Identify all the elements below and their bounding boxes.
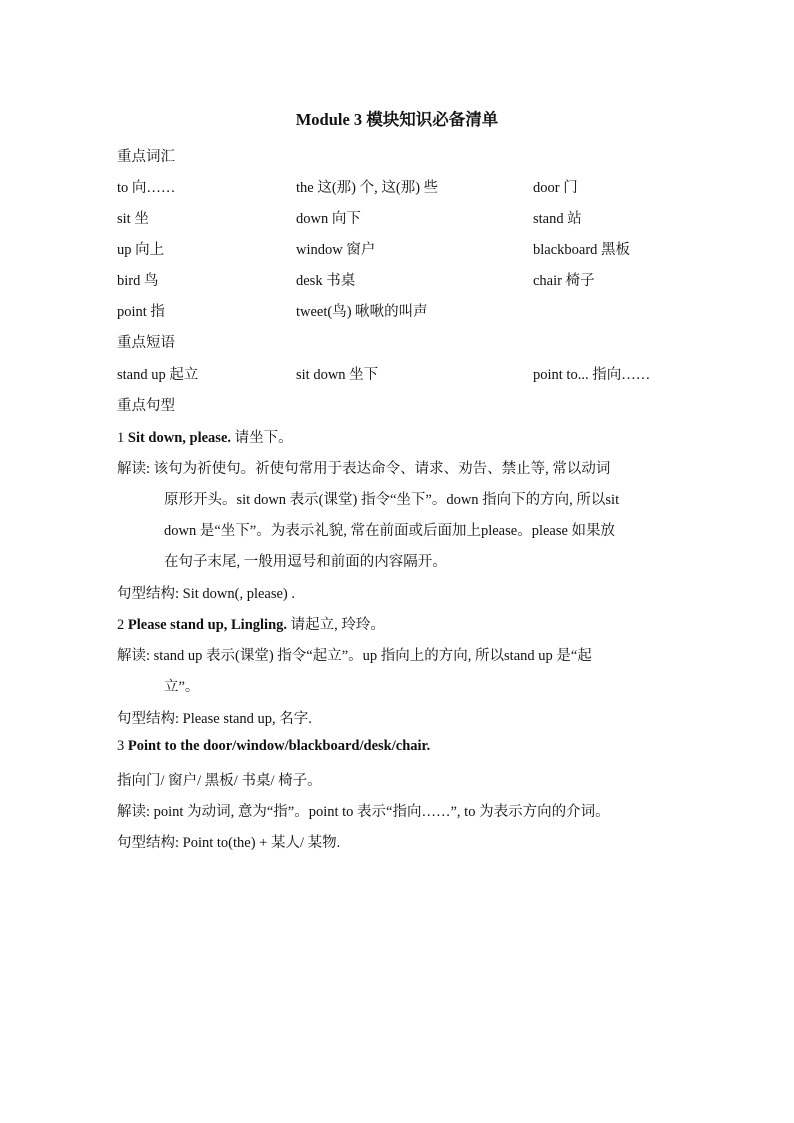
sentence-english: Please stand up, Lingling. [127, 617, 288, 633]
vocab-heading: 重点词汇 [117, 149, 175, 165]
sentence-english: Sit down, please. [127, 430, 232, 446]
vocab-row [0, 207, 794, 231]
sentence-structure: 句型结构: Please stand up, 名字. [117, 711, 312, 727]
vocab-cell: to 向…… [117, 180, 176, 196]
vocab-row [0, 238, 794, 262]
vocab-cell: down 向下 [296, 211, 361, 227]
vocab-cell: point 指 [117, 304, 165, 320]
sentence-english: Point to the door/window/blackboard/desk/chair. [127, 738, 431, 754]
phrase-row [0, 363, 794, 387]
phrase-heading: 重点短语 [117, 335, 175, 351]
sentence-title: 1 Sit down, please. 请坐下。 [117, 430, 293, 446]
sentence-structure: 句型结构: Point to(the) + 某人/ 某物. [117, 835, 341, 851]
vocab-row [0, 269, 794, 293]
vocab-cell: blackboard 黑板 [533, 242, 631, 258]
sentence-translation: 指向门/ 窗户/ 黑板/ 书桌/ 椅子。 [117, 773, 322, 789]
sentence-structure: 句型结构: Sit down(, please) . [117, 586, 296, 602]
sentence-chinese: 请坐下。 [231, 430, 293, 446]
phrase-cell: point to... 指向…… [533, 367, 651, 383]
sentence-chinese: 请起立, 玲玲。 [287, 617, 385, 633]
vocab-cell: stand 站 [533, 211, 582, 227]
vocab-cell: sit 坐 [117, 211, 149, 227]
page-title: Module 3 模块知识必备清单 [295, 110, 499, 129]
sentence-heading: 重点句型 [117, 398, 175, 414]
vocab-cell: the 这(那) 个, 这(那) 些 [296, 180, 439, 196]
vocab-row [0, 300, 794, 324]
phrase-cell: stand up 起立 [117, 367, 199, 383]
vocab-cell: door 门 [533, 180, 578, 196]
explanation: 解读: 该句为祈使句。祈使句常用于表达命令、请求、劝告、禁止等, 常以动词 原形开头。sit down 表示(课堂) 指令“坐下”。down 指向下的方向, 所以sit down 是“坐下”。为表示礼貌, 常在前面或后面加上please。please 如果放 在句子末尾, 一般用逗号和前面的内容隔开。 [117, 461, 620, 570]
explanation: 解读: stand up 表示(课堂) 指令“起立”。up 指向上的方向, 所以stand up 是“起 立”。 [117, 648, 592, 695]
sentence-title: 2 Please stand up, Lingling. 请起立, 玲玲。 [117, 617, 385, 633]
vocab-cell: chair 椅子 [533, 273, 595, 289]
vocab-row [0, 176, 794, 200]
phrase-cell: sit down 坐下 [296, 367, 379, 383]
vocab-cell: desk 书桌 [296, 273, 356, 289]
vocab-cell: up 向上 [117, 242, 165, 258]
explanation: 解读: point 为动词, 意为“指”。point to 表示“指向……”, to 为表示方向的介词。 [117, 804, 610, 820]
vocab-cell: tweet(鸟) 啾啾的叫声 [296, 304, 428, 320]
vocab-cell: bird 鸟 [117, 273, 159, 289]
sentence-title: 3 Point to the door/window/blackboard/desk/chair. [117, 738, 431, 754]
vocab-cell: window 窗户 [296, 242, 376, 258]
